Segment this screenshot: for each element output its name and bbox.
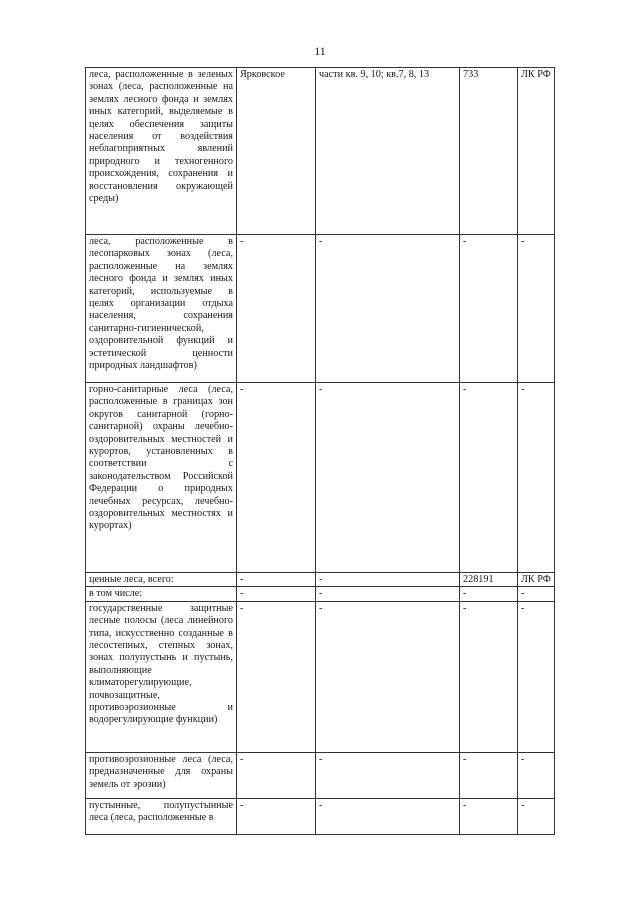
forestry-cell: - xyxy=(237,798,316,834)
table-row xyxy=(86,68,555,235)
page-number: 11 xyxy=(314,44,326,58)
forest-category-cell: ценные леса, всего: xyxy=(86,573,237,587)
table-row xyxy=(86,573,555,587)
basis-cell: - xyxy=(518,587,555,601)
area-cell: 228191 xyxy=(460,573,518,587)
forest-category-cell: противоэрозионные леса (леса, предназначенные для охраны земель от эрозии) xyxy=(86,752,237,798)
quarters-cell: - xyxy=(316,587,460,601)
area-cell: - xyxy=(460,752,518,798)
forestry-cell: - xyxy=(237,587,316,601)
forestry-cell: - xyxy=(237,601,316,752)
basis-cell: ЛК РФ xyxy=(518,573,555,587)
basis-cell: - xyxy=(518,601,555,752)
forest-category-cell: в том числе: xyxy=(86,587,237,601)
forest-table xyxy=(85,67,555,835)
area-cell: - xyxy=(460,587,518,601)
forest-category-cell: леса, расположенные в зеленых зонах (леса, расположенные на землях лесного фонда и землях иных категорий, выделяемые в целях обеспечения защиты населения от воздействия неблагоприятных явлений природного и техногенного происхождения, сохранения и восстановления окружающей среды) xyxy=(86,68,237,235)
table-row xyxy=(86,587,555,601)
forest-category-cell: горно-санитарные леса (леса, расположенные в границах зон округов санитарной (горно-санитарной) охраны лечебно-оздоровительных местностей и курортов, установленных в соответствии с законодательством Российской Федерации о природных лечебных ресурсах, лечебно-оздоровительных местностях и курортах) xyxy=(86,383,237,573)
area-cell: - xyxy=(460,601,518,752)
basis-cell: - xyxy=(518,752,555,798)
area-cell: 733 xyxy=(460,68,518,235)
forestry-cell: - xyxy=(237,573,316,587)
quarters-cell: - xyxy=(316,798,460,834)
table-row xyxy=(86,383,555,573)
quarters-cell: - xyxy=(316,601,460,752)
forest-category-cell: пустынные, полупустынные леса (леса, расположенные в xyxy=(86,798,237,834)
basis-cell: - xyxy=(518,383,555,573)
quarters-cell: - xyxy=(316,752,460,798)
table-row xyxy=(86,601,555,752)
area-cell: - xyxy=(460,383,518,573)
quarters-cell: части кв. 9, 10; кв.7, 8, 13 xyxy=(316,68,460,235)
forestry-cell: - xyxy=(237,383,316,573)
forestry-cell: - xyxy=(237,752,316,798)
quarters-cell: - xyxy=(316,383,460,573)
forest-category-cell: государственные защитные лесные полосы (леса линейного типа, искусственно созданные в лесостепных, степных зонах, зонах полупустынь и пустынь, выполняющие климаторегулирующие, почвозащитные, противоэрозионные и водорегулирующие функции) xyxy=(86,601,237,752)
quarters-cell: - xyxy=(316,235,460,383)
area-cell: - xyxy=(460,798,518,834)
table-row xyxy=(86,752,555,798)
basis-cell: ЛК РФ xyxy=(518,68,555,235)
forestry-cell: - xyxy=(237,235,316,383)
table-row xyxy=(86,798,555,834)
forestry-cell: Ярковское xyxy=(237,68,316,235)
quarters-cell: - xyxy=(316,573,460,587)
basis-cell: - xyxy=(518,798,555,834)
basis-cell: - xyxy=(518,235,555,383)
table-row xyxy=(86,235,555,383)
forest-category-cell: леса, расположенные в лесопарковых зонах (леса, расположенные на землях лесного фонда и землях иных категорий, используемые в целях организации отдыха населения, сохранения санитарно-гигиенической, оздоровительной функций и эстетической ценности природных ландшафтов) xyxy=(86,235,237,383)
area-cell: - xyxy=(460,235,518,383)
